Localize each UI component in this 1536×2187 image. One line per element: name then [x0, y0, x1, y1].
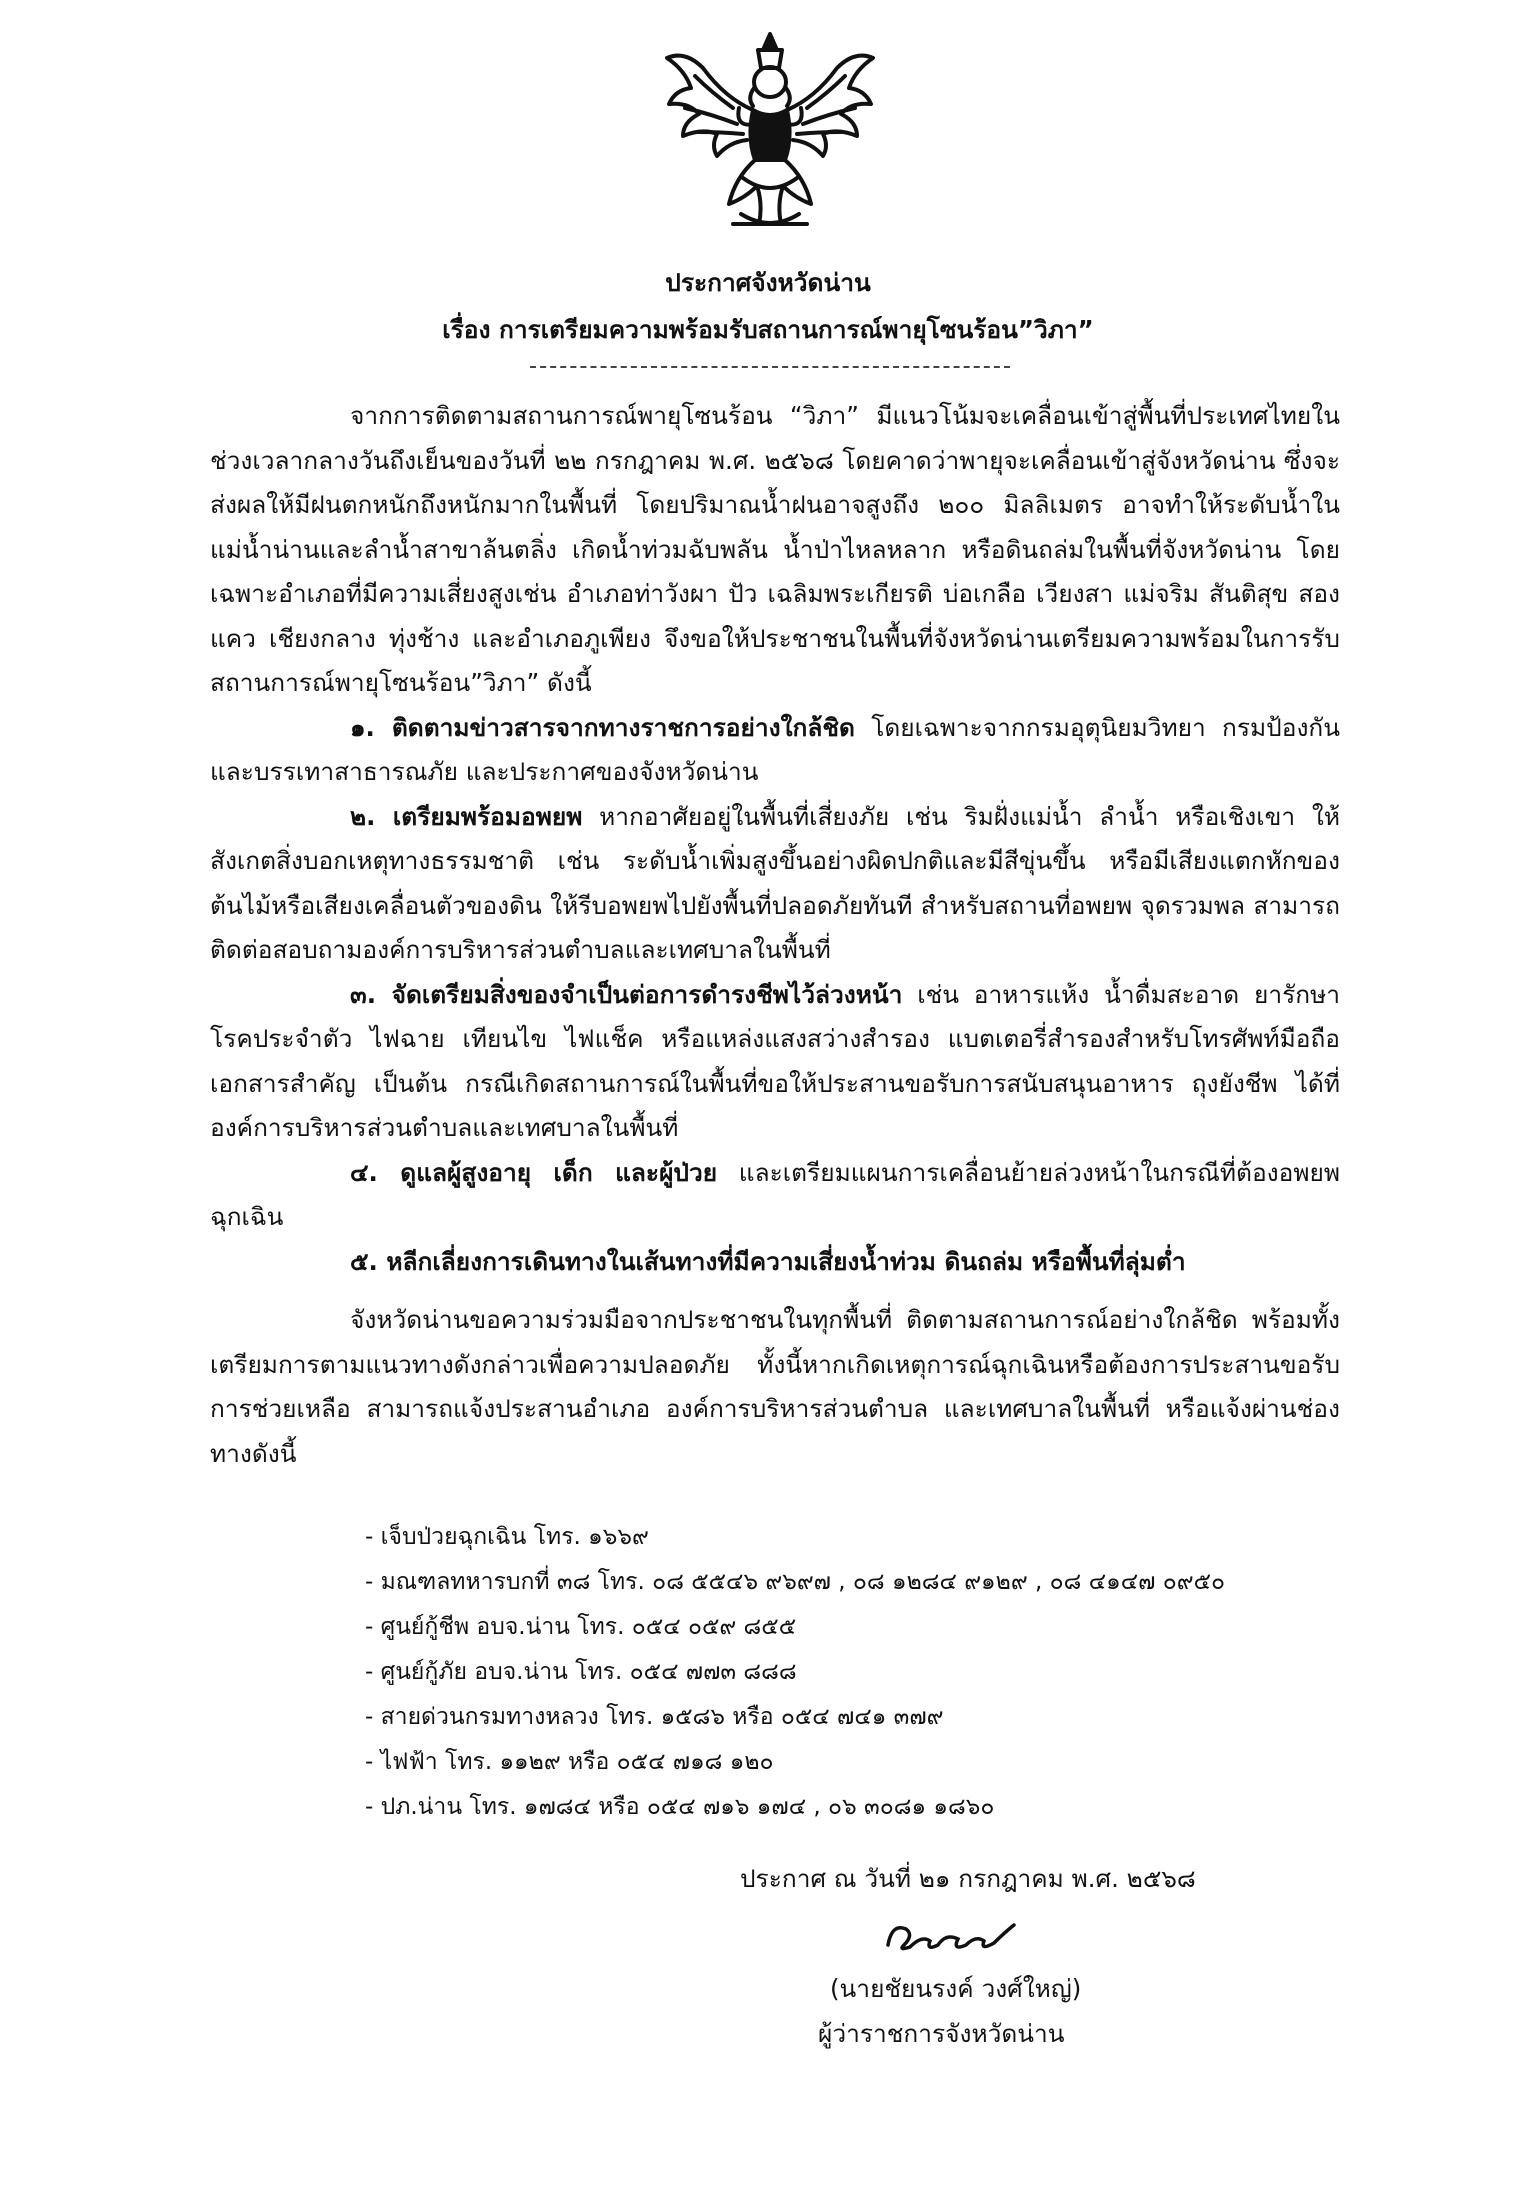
- contact-item: - ปภ.น่าน โทร. ๑๗๘๔ หรือ ๐๕๔ ๗๑๖ ๑๗๔ , ๐๖ ๓๐๘๑ ๑๘๖๐: [365, 1794, 995, 1820]
- page-title: ประกาศจังหวัดน่าน: [665, 268, 871, 297]
- list-item: [210, 1240, 1340, 1285]
- item-heading: ๕. หลีกเลี่ยงการเดินทางในเส้นทางที่มีความเสี่ยงน้ำท่วม ดินถล่ม หรือพื้นที่ลุ่มต่ำ: [350, 1246, 1186, 1276]
- title-divider: [530, 366, 1010, 368]
- item-text: โดยเฉพาะจากกรมอุตุนิยมวิทยา กรมป้องกันและบรรเทาสาธารณภัย และประกาศของจังหวัดน่าน: [210, 712, 1340, 786]
- item-heading: ๓. จัดเตรียมสิ่งของจำเป็นต่อการดำรงชีพไว้ล่วงหน้า: [350, 979, 903, 1009]
- garuda-emblem-icon: [655, 28, 885, 238]
- page-subject: เรื่อง การเตรียมความพร้อมรับสถานการณ์พายุโซนร้อน”วิภา”: [442, 315, 1094, 344]
- item-heading: ๔. ดูแลผู้สูงอายุ เด็ก และผู้ป่วย: [350, 1157, 718, 1187]
- list-item: [210, 973, 1340, 1151]
- contact-item: - ศูนย์กู้ภัย อบจ.น่าน โทร. ๐๕๔ ๗๗๓ ๘๘๘: [365, 1659, 797, 1685]
- item-text: เช่น อาหารแห้ง น้ำดื่มสะอาด ยารักษาโรคประจำตัว ไฟฉาย เทียนไข ไฟแช็ค หรือแหล่งแสงสว่างสำรอง แบตเตอรี่สำรองสำหรับโทรศัพท์มือถือ เอกสารสำคัญ เป็นต้น กรณีเกิดสถานการณ์ในพื้นที่ขอให้ประสานขอรับการสนับสนุนอาหาร ถุงยังชีพ ได้ที่องค์การบริหารส่วนตำบลและเทศบาลในพื้นที่: [210, 979, 1340, 1142]
- item-text: หากอาศัยอยู่ในพื้นที่เสี่ยงภัย เช่น ริมฝั่งแม่น้ำ ลำน้ำ หรือเชิงเขา ให้สังเกตสิ่งบอกเหตุทางธรรมชาติ เช่น ระดับน้ำเพิ่มสูงขึ้นอย่างผิดปกติและมีสีขุ่นขึ้น หรือมีเสียงแตกหักของต้นไม้หรือเสียงเคลื่อนตัวของดิน ให้รีบอพยพไปยังพื้นที่ปลอดภัยทันที สำหรับสถานที่อพยพ จุดรวมพล สามารถติดต่อสอบถามองค์การบริหารส่วนตำบลและเทศบาลในพื้นที่: [210, 801, 1340, 964]
- list-item: [210, 1151, 1340, 1240]
- contact-item: - มณฑลทหารบกที่ ๓๘ โทร. ๐๘ ๕๕๔๖ ๙๖๙๗ , ๐๘ ๑๒๘๔ ๙๑๒๙ , ๐๘ ๔๑๔๗ ๐๙๕๐: [365, 1569, 1226, 1595]
- item-text: และเตรียมแผนการเคลื่อนย้ายล่วงหน้าในกรณีที่ต้องอพยพฉุกเฉิน: [210, 1157, 1341, 1231]
- list-item: [210, 795, 1340, 973]
- contact-item: - เจ็บป่วยฉุกเฉิน โทร. ๑๖๖๙: [365, 1524, 649, 1550]
- closing-paragraph: จังหวัดน่านขอความร่วมมือจากประชาชนในทุกพื้นที่ ติดตามสถานการณ์อย่างใกล้ชิด พร้อมทั้งเตรียมการตามแนวทางดังกล่าวเพื่อความปลอดภัย ทั้งนี้หากเกิดเหตุการณ์ฉุกเฉินหรือต้องการประสานขอรับการช่วยเหลือ สามารถแจ้งประสานอำเภอ องค์การบริหารส่วนตำบล และเทศบาลในพื้นที่ หรือแจ้งผ่านช่องทางดังนี้: [210, 1305, 1340, 1468]
- contact-item: - ไฟฟ้า โทร. ๑๑๒๙ หรือ ๐๕๔ ๗๑๘ ๑๒๐: [365, 1749, 774, 1775]
- announcement-body: [210, 394, 1340, 1476]
- contact-item: - ศูนย์กู้ชีพ อบจ.น่าน โทร. ๐๕๔ ๐๕๙ ๘๕๕: [365, 1614, 797, 1640]
- item-heading: ๑. ติดตามข่าวสารจากทางราชการอย่างใกล้ชิด: [350, 712, 855, 742]
- date-line: ประกาศ ณ วันที่ ๒๑ กรกฎาคม พ.ศ. ๒๕๖๘: [740, 1864, 1196, 1893]
- item-heading: ๒. เตรียมพร้อมอพยพ: [350, 801, 583, 831]
- list-item: [210, 706, 1340, 795]
- intro-paragraph: จากการติดตามสถานการณ์พายุโซนร้อน “วิภา” มีแนวโน้มจะเคลื่อนเข้าสู่พื้นที่ประเทศไทยในช่วงเวลากลางวันถึงเย็นของวันที่ ๒๒ กรกฎาคม พ.ศ. ๒๕๖๘ โดยคาดว่าพายุจะเคลื่อนเข้าสู่จังหวัดน่าน ซึ่งจะส่งผลให้มีฝนตกหนักถึงหนักมากในพื้นที่ โดยปริมาณน้ำฝนอาจสูงถึง ๒๐๐ มิลลิเมตร อาจทำให้ระดับน้ำในแม่น้ำน่านและลำน้ำสาขาล้นตลิ่ง เกิดน้ำท่วมฉับพลัน น้ำป่าไหลหลาก หรือดินถล่มในพื้นที่จังหวัดน่าน โดยเฉพาะอำเภอที่มีความเสี่ยงสูงเช่น อำเภอท่าวังผา ปัว เฉลิมพระเกียรติ บ่อเกลือ เวียงสา แม่จริม สันติสุข สองแคว เชียงกลาง ทุ่งช้าง และอำเภอภูเพียง จึงขอให้ประชาชนในพื้นที่จังหวัดน่านเตรียมความพร้อมในการรับสถานการณ์พายุโซนร้อน”วิภา” ดังนี้: [210, 401, 1340, 697]
- signatory-name: (นายชัยนรงค์ วงศ์ใหญ่): [830, 1974, 1082, 2003]
- contact-item: - สายด่วนกรมทางหลวง โทร. ๑๕๘๖ หรือ ๐๕๔ ๗๔๑ ๓๗๙: [365, 1704, 944, 1730]
- signatory-position: ผู้ว่าราชการจังหวัดน่าน: [818, 2019, 1065, 2048]
- handwritten-signature: [880, 1905, 1020, 1965]
